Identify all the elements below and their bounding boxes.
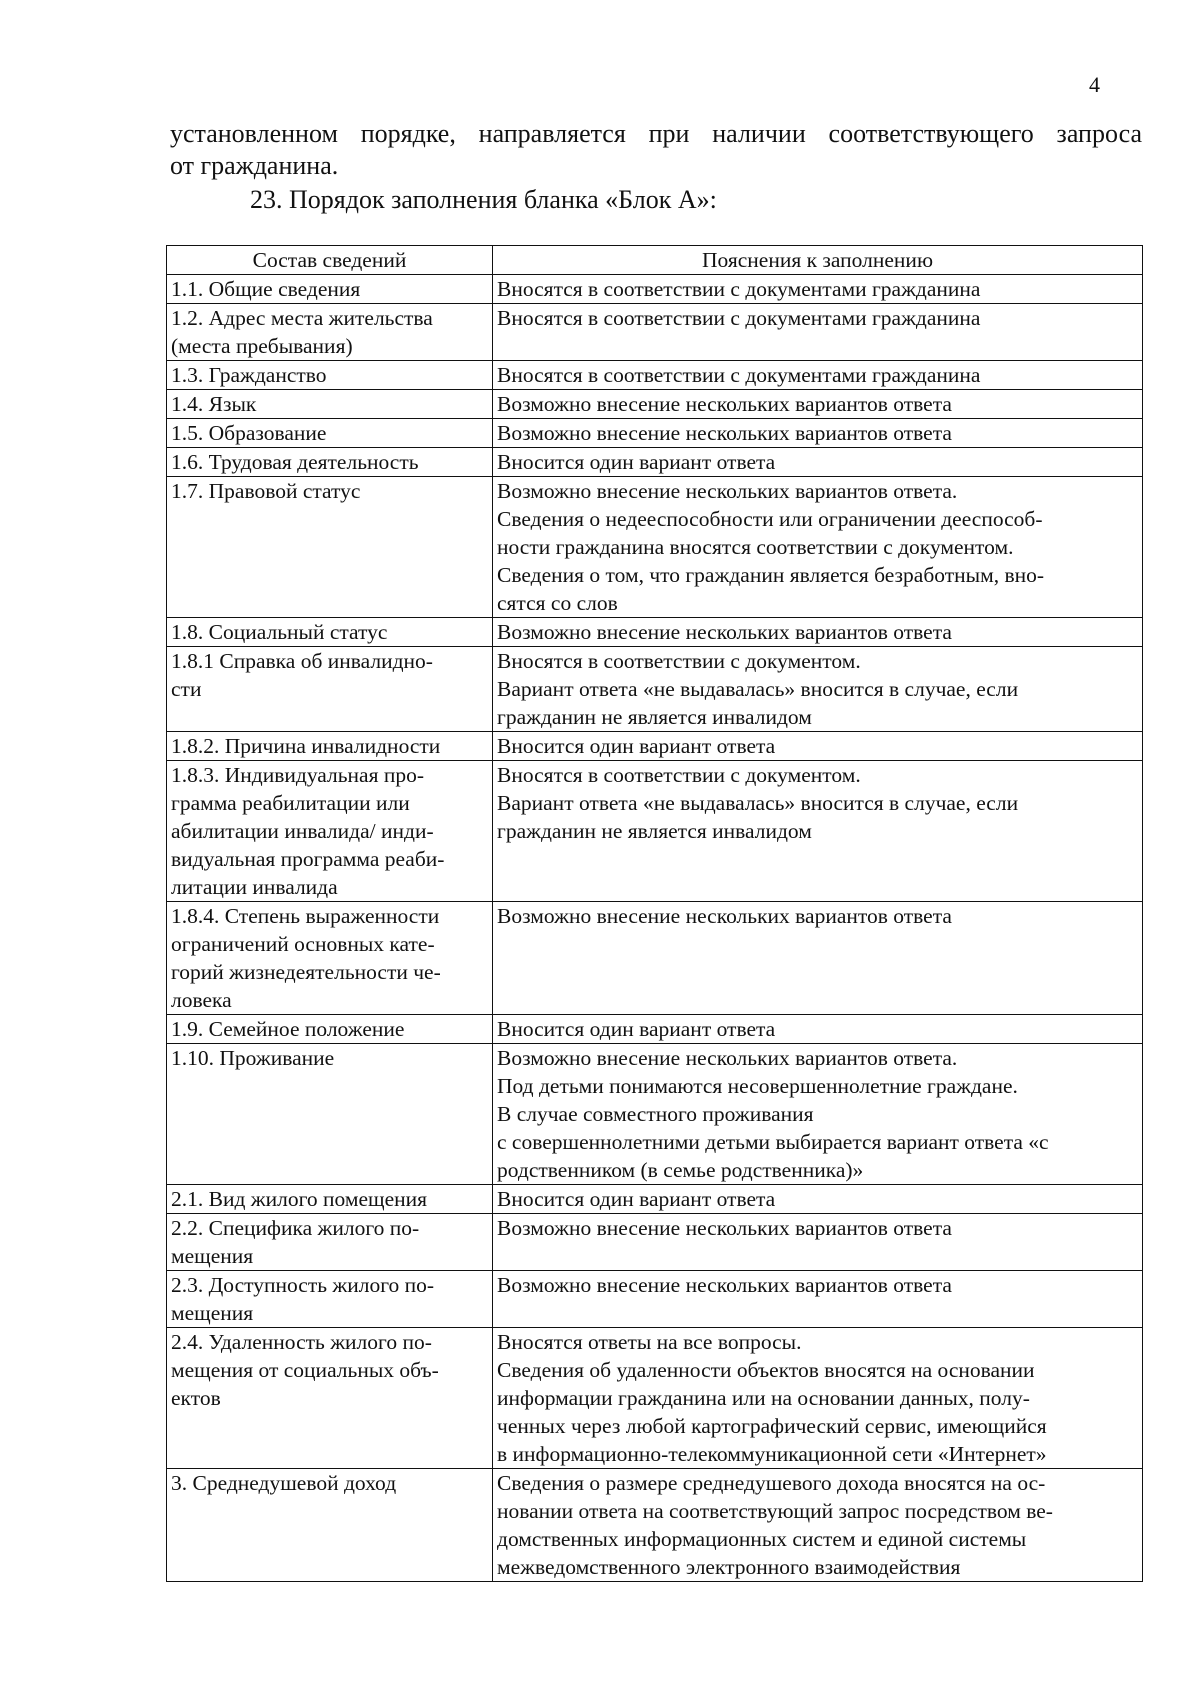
cell-item-line: 2.2. Специфика жилого по-	[171, 1216, 420, 1240]
table-row	[167, 647, 1143, 732]
table-row	[167, 275, 1143, 304]
cell-note-line: Возможно внесение нескольких вариантов ответа	[497, 904, 952, 928]
cell-item	[167, 477, 493, 618]
cell-note-line: Сведения о размере среднедушевого дохода вносятся на ос-	[497, 1471, 1046, 1495]
cell-item-line: 1.8.1 Справка об инвалидно-	[171, 649, 433, 673]
table-row	[167, 1214, 1143, 1271]
cell-note-line: Вариант ответа «не выдавалась» вносится в случае, если	[497, 677, 1019, 701]
cell-item	[167, 304, 493, 361]
table-row	[167, 902, 1143, 1015]
cell-item	[167, 390, 493, 419]
cell-note	[493, 361, 1143, 390]
cell-note-line: Вносятся в соответствии с документом.	[497, 763, 861, 787]
cell-item-line: 2.3. Доступность жилого по-	[171, 1273, 435, 1297]
cell-note-line: ности гражданина вносятся соответствии с документом.	[497, 535, 1014, 559]
cell-item-line: 1.6. Трудовая деятельность	[171, 450, 419, 474]
table-row	[167, 618, 1143, 647]
cell-note	[493, 448, 1143, 477]
cell-note-line: в информационно-телекоммуникационной сети «Интернет»	[497, 1442, 1047, 1466]
table-row	[167, 1271, 1143, 1328]
cell-note	[493, 732, 1143, 761]
cell-note-line: Вносятся в соответствии с документами гражданина	[497, 306, 981, 330]
table-row	[167, 419, 1143, 448]
cell-note-line: Возможно внесение нескольких вариантов ответа	[497, 421, 952, 445]
cell-item	[167, 448, 493, 477]
cell-item-line: 3. Среднедушевой доход	[171, 1471, 397, 1495]
cell-item	[167, 1044, 493, 1185]
cell-note	[493, 1214, 1143, 1271]
cell-note-line: Сведения об удаленности объектов вносятся на основании	[497, 1358, 1035, 1382]
cell-item-line: горий жизнедеятельности че-	[171, 960, 441, 984]
cell-note-line: В случае совместного проживания	[497, 1102, 814, 1126]
cell-item-line: 1.3. Гражданство	[171, 363, 327, 387]
cell-item-line: грамма реабилитации или	[171, 791, 410, 815]
header-composition: Состав сведений	[167, 246, 493, 275]
intro-text	[170, 118, 1142, 216]
cell-note	[493, 1271, 1143, 1328]
page-number: 4	[1089, 72, 1100, 97]
cell-item	[167, 361, 493, 390]
table-row	[167, 477, 1143, 618]
cell-note-line: гражданин не является инвалидом	[497, 705, 812, 729]
cell-item	[167, 1271, 493, 1328]
cell-item	[167, 1185, 493, 1214]
cell-note-line: новании ответа на соответствующий запрос посредством ве-	[497, 1499, 1053, 1523]
cell-note-line: с совершеннолетними детьми выбирается вариант ответа «с	[497, 1130, 1049, 1154]
cell-note	[493, 1469, 1143, 1582]
cell-item-line: 1.8.3. Индивидуальная про-	[171, 763, 425, 787]
cell-note-line: информации гражданина или на основании данных, полу-	[497, 1386, 1030, 1410]
cell-item-line: 2.4. Удаленность жилого по-	[171, 1330, 432, 1354]
cell-note-line: Возможно внесение нескольких вариантов ответа.	[497, 1046, 958, 1070]
cell-item-line: 1.7. Правовой статус	[171, 479, 361, 503]
cell-note-line: Возможно внесение нескольких вариантов ответа	[497, 1273, 952, 1297]
cell-note	[493, 618, 1143, 647]
cell-note-line: Вносятся ответы на все вопросы.	[497, 1330, 802, 1354]
cell-note	[493, 1015, 1143, 1044]
header-explanations: Пояснения к заполнению	[493, 246, 1143, 275]
cell-item-line: 1.8. Социальный статус	[171, 620, 388, 644]
cell-item-line: 1.4. Язык	[171, 392, 257, 416]
cell-item-line: абилитации инвалида/ инди-	[171, 819, 434, 843]
cell-note-line: Вносится один вариант ответа	[497, 1017, 776, 1041]
cell-item-line: 1.2. Адрес места жительства	[171, 306, 433, 330]
cell-note-line: Вносится один вариант ответа	[497, 734, 776, 758]
cell-item	[167, 902, 493, 1015]
cell-item	[167, 275, 493, 304]
table-row	[167, 1328, 1143, 1469]
cell-note	[493, 304, 1143, 361]
cell-note-line: Возможно внесение нескольких вариантов ответа	[497, 1216, 952, 1240]
cell-item	[167, 419, 493, 448]
cell-item	[167, 647, 493, 732]
cell-note	[493, 647, 1143, 732]
cell-note-line: ченных через любой картографический сервис, имеющийся	[497, 1414, 1047, 1438]
cell-item	[167, 1328, 493, 1469]
cell-item-line: 1.8.4. Степень выраженности	[171, 904, 440, 928]
cell-note-line: домственных информационных систем и единой системы	[497, 1527, 1027, 1551]
cell-note-line: Вносится один вариант ответа	[497, 1187, 776, 1211]
cell-note-line: Возможно внесение нескольких вариантов ответа	[497, 620, 952, 644]
cell-note	[493, 761, 1143, 902]
cell-item-line: мещения от социальных объ-	[171, 1358, 439, 1382]
cell-item-line: видуальная программа реаби-	[171, 847, 445, 871]
cell-item	[167, 1214, 493, 1271]
cell-item	[167, 732, 493, 761]
cell-item-line: мещения	[171, 1244, 254, 1268]
cell-note	[493, 419, 1143, 448]
cell-note-line: Под детьми понимаются несовершеннолетние граждане.	[497, 1074, 1018, 1098]
table-row	[167, 1469, 1143, 1582]
table-header-row	[167, 246, 1143, 275]
cell-item-line: ловека	[171, 988, 232, 1012]
cell-note	[493, 1044, 1143, 1185]
cell-item-line: 1.8.2. Причина инвалидности	[171, 734, 441, 758]
intro-line-1: установленном порядке, направляется при наличии соответствующего запроса	[170, 119, 1142, 148]
cell-item-line: (места пребывания)	[171, 334, 353, 358]
table-row	[167, 1044, 1143, 1185]
cell-note-line: Возможно внесение нескольких вариантов ответа.	[497, 479, 958, 503]
cell-item	[167, 1469, 493, 1582]
cell-item	[167, 1015, 493, 1044]
cell-note	[493, 390, 1143, 419]
cell-note-line: родственником (в семье родственника)»	[497, 1158, 864, 1182]
cell-item-line: 1.5. Образование	[171, 421, 327, 445]
table-row	[167, 761, 1143, 902]
cell-note	[493, 477, 1143, 618]
table-row	[167, 361, 1143, 390]
cell-note-line: Вносятся в соответствии с документом.	[497, 649, 861, 673]
table-body	[167, 275, 1143, 1582]
table-row	[167, 1185, 1143, 1214]
table-row	[167, 732, 1143, 761]
cell-note-line: Сведения о том, что гражданин является безработным, вно-	[497, 563, 1045, 587]
cell-note-line: Возможно внесение нескольких вариантов ответа	[497, 392, 952, 416]
cell-note-line: межведомственного электронного взаимодействия	[497, 1555, 961, 1579]
cell-note	[493, 275, 1143, 304]
section-heading: 23. Порядок заполнения бланка «Блок А»:	[250, 185, 717, 214]
cell-note-line: Вносятся в соответствии с документами гражданина	[497, 277, 981, 301]
table-row	[167, 304, 1143, 361]
cell-note	[493, 902, 1143, 1015]
cell-note-line: Вносится один вариант ответа	[497, 450, 776, 474]
cell-item-line: мещения	[171, 1301, 254, 1325]
cell-item-line: ектов	[171, 1386, 221, 1410]
table-row	[167, 390, 1143, 419]
cell-note-line: сятся со слов	[497, 591, 618, 615]
cell-note-line: Сведения о недееспособности или ограничении дееспособ-	[497, 507, 1043, 531]
cell-item-line: 2.1. Вид жилого помещения	[171, 1187, 428, 1211]
cell-item-line: ограничений основных кате-	[171, 932, 435, 956]
cell-note	[493, 1328, 1143, 1469]
fill-instructions-table	[166, 245, 1143, 1582]
intro-line-2: от гражданина.	[170, 151, 339, 180]
cell-item	[167, 761, 493, 902]
cell-item-line: 1.10. Проживание	[171, 1046, 335, 1070]
cell-note-line: Вносятся в соответствии с документами гражданина	[497, 363, 981, 387]
cell-item-line: сти	[171, 677, 202, 701]
cell-note-line: Вариант ответа «не выдавалась» вносится в случае, если	[497, 791, 1019, 815]
cell-item-line: 1.1. Общие сведения	[171, 277, 361, 301]
table-row	[167, 1015, 1143, 1044]
cell-note-line: гражданин не является инвалидом	[497, 819, 812, 843]
table-row	[167, 448, 1143, 477]
cell-item-line: литации инвалида	[171, 875, 338, 899]
cell-item	[167, 618, 493, 647]
cell-note	[493, 1185, 1143, 1214]
cell-item-line: 1.9. Семейное положение	[171, 1017, 405, 1041]
